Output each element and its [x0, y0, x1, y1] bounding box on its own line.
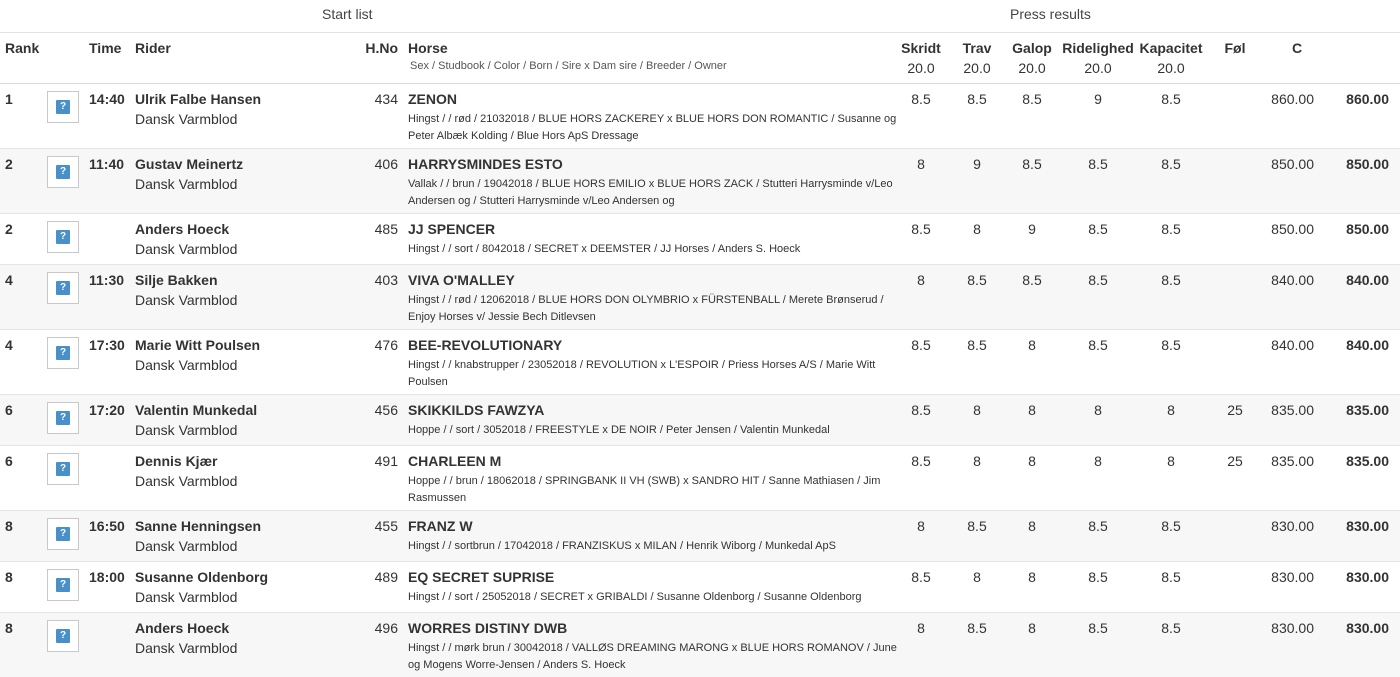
rank-cell: 2: [5, 156, 13, 172]
rider-name[interactable]: Marie Witt Poulsen: [135, 337, 261, 353]
horse-name[interactable]: EQ SECRET SUPRISE: [408, 569, 555, 585]
horse-number: 485: [374, 221, 398, 237]
score-trav: 8.5: [967, 337, 987, 353]
rider-name[interactable]: Valentin Munkedal: [135, 402, 258, 418]
horse-name[interactable]: JJ SPENCER: [408, 221, 496, 237]
info-button[interactable]: [47, 156, 79, 188]
col-header-trav[interactable]: Trav: [962, 40, 992, 56]
score-kapacitet: 8.5: [1161, 518, 1181, 534]
score-ridelighed: 8.5: [1088, 156, 1108, 172]
time-cell: 14:40: [89, 91, 125, 107]
info-button[interactable]: [47, 453, 79, 485]
rider-studbook: Dansk Varmblod: [135, 422, 238, 438]
score-skridt: 8.5: [911, 402, 931, 418]
help-icon: ?: [56, 411, 70, 425]
rider-studbook: Dansk Varmblod: [135, 589, 238, 605]
col-header-fol[interactable]: Føl: [1224, 40, 1246, 56]
score-fol: 25: [1227, 453, 1243, 469]
col-header-kapacitet[interactable]: Kapacitet: [1139, 40, 1203, 56]
horse-number: 456: [374, 402, 398, 418]
rider-studbook: Dansk Varmblod: [135, 111, 238, 127]
score-total: 850.00: [1346, 221, 1389, 237]
horse-name[interactable]: HARRYSMINDES ESTO: [408, 156, 563, 172]
col-header-c[interactable]: C: [1291, 40, 1303, 56]
table-row[interactable]: [0, 395, 1400, 446]
score-total: 840.00: [1346, 337, 1389, 353]
rider-studbook: Dansk Varmblod: [135, 538, 238, 554]
horse-number: 406: [374, 156, 398, 172]
rider-name[interactable]: Dennis Kjær: [135, 453, 218, 469]
help-icon: ?: [56, 165, 70, 179]
score-kapacitet: 8: [1167, 402, 1175, 418]
rank-cell: 4: [5, 337, 13, 353]
score-total: 830.00: [1346, 518, 1389, 534]
help-icon: ?: [56, 462, 70, 476]
score-c: 830.00: [1271, 620, 1314, 636]
horse-name[interactable]: FRANZ W: [408, 518, 473, 534]
horse-number: 455: [374, 518, 398, 534]
score-kapacitet: 8.5: [1161, 272, 1181, 288]
horse-number: 434: [374, 91, 398, 107]
score-trav: 8: [973, 569, 981, 585]
time-cell: 11:40: [89, 156, 125, 172]
score-c: 840.00: [1271, 337, 1314, 353]
score-total: 840.00: [1346, 272, 1389, 288]
score-total: 835.00: [1346, 402, 1389, 418]
score-trav: 8.5: [967, 620, 987, 636]
score-galop: 8.5: [1022, 272, 1042, 288]
score-trav: 9: [973, 156, 981, 172]
rider-name[interactable]: Susanne Oldenborg: [135, 569, 269, 585]
time-cell: 17:20: [89, 402, 125, 418]
score-total: 830.00: [1346, 569, 1389, 585]
rank-cell: 6: [5, 453, 13, 469]
horse-name[interactable]: SKIKKILDS FAWZYA: [408, 402, 545, 418]
horse-details: Hingst / / sort / 8042018 / SECRET x DEEMSTER / JJ Horses / Anders S. Hoeck: [408, 243, 801, 255]
score-ridelighed: 9: [1094, 91, 1102, 107]
rank-cell: 8: [5, 620, 13, 636]
score-galop: 8: [1028, 337, 1036, 353]
table-row[interactable]: [0, 330, 1400, 395]
col-header-hno[interactable]: H.No: [365, 40, 398, 56]
start-list-title: Start list: [322, 6, 373, 22]
rank-cell: 1: [5, 91, 13, 107]
rider-name[interactable]: Gustav Meinertz: [135, 156, 244, 172]
max-kapacitet: 20.0: [1157, 60, 1185, 76]
horse-name[interactable]: ZENON: [408, 91, 457, 107]
horse-details: Hingst / / sortbrun / 17042018 / FRANZISKUS x MILAN / Henrik Wiborg / Munkedal ApS: [408, 540, 836, 552]
horse-name[interactable]: CHARLEEN M: [408, 453, 502, 469]
time-cell: 16:50: [89, 518, 125, 534]
col-header-rank[interactable]: Rank: [5, 40, 40, 56]
table-row[interactable]: [0, 149, 1400, 214]
horse-name[interactable]: BEE-REVOLUTIONARY: [408, 337, 563, 353]
score-c: 830.00: [1271, 569, 1314, 585]
score-ridelighed: 8: [1094, 402, 1102, 418]
score-kapacitet: 8.5: [1161, 156, 1181, 172]
table-row[interactable]: [0, 84, 1400, 149]
press-results-title: Press results: [1010, 6, 1091, 22]
score-c: 850.00: [1271, 221, 1314, 237]
score-trav: 8: [973, 402, 981, 418]
score-c: 830.00: [1271, 518, 1314, 534]
score-galop: 8: [1028, 453, 1036, 469]
score-kapacitet: 8.5: [1161, 221, 1181, 237]
score-skridt: 8.5: [911, 569, 931, 585]
col-header-skridt[interactable]: Skridt: [901, 40, 941, 56]
rank-cell: 4: [5, 272, 13, 288]
table-row[interactable]: [0, 511, 1400, 562]
score-trav: 8: [973, 221, 981, 237]
horse-number: 496: [374, 620, 398, 636]
section-divider: [0, 32, 1400, 33]
info-button[interactable]: [47, 91, 79, 123]
score-c: 835.00: [1271, 402, 1314, 418]
table-row[interactable]: [0, 613, 1400, 677]
score-trav: 8.5: [967, 518, 987, 534]
score-galop: 8: [1028, 518, 1036, 534]
score-galop: 8: [1028, 569, 1036, 585]
score-ridelighed: 8.5: [1088, 221, 1108, 237]
score-skridt: 8: [917, 156, 925, 172]
score-galop: 8: [1028, 620, 1036, 636]
score-ridelighed: 8.5: [1088, 518, 1108, 534]
col-header-horse-subtitle: Sex / Studbook / Color / Born / Sire x Dam sire / Breeder / Owner: [410, 60, 727, 72]
max-galop: 20.0: [1018, 60, 1046, 76]
rank-cell: 2: [5, 221, 13, 237]
score-kapacitet: 8.5: [1161, 569, 1181, 585]
col-header-rider[interactable]: Rider: [135, 40, 171, 56]
horse-number: 403: [374, 272, 398, 288]
help-icon: ?: [56, 578, 70, 592]
score-galop: 8: [1028, 402, 1036, 418]
score-skridt: 8.5: [911, 453, 931, 469]
info-button[interactable]: [47, 402, 79, 434]
rank-cell: 8: [5, 518, 13, 534]
rider-studbook: Dansk Varmblod: [135, 640, 238, 656]
help-icon: ?: [56, 100, 70, 114]
col-header-horse[interactable]: Horse: [408, 40, 448, 56]
score-trav: 8: [973, 453, 981, 469]
info-button[interactable]: [47, 620, 79, 652]
score-ridelighed: 8.5: [1088, 272, 1108, 288]
max-trav: 20.0: [963, 60, 991, 76]
score-c: 850.00: [1271, 156, 1314, 172]
score-fol: 25: [1227, 402, 1243, 418]
rider-name[interactable]: Anders Hoeck: [135, 620, 230, 636]
table-row[interactable]: [0, 265, 1400, 330]
score-kapacitet: 8.5: [1161, 337, 1181, 353]
horse-details: Hingst / / rød / 21032018 / BLUE HORS ZACKEREY x BLUE HORS DON ROMANTIC / Susanne og Peter Albæk Kolding / Blue Hors ApS Dressage: [408, 113, 897, 142]
score-kapacitet: 8: [1167, 453, 1175, 469]
rider-name[interactable]: Anders Hoeck: [135, 221, 230, 237]
col-header-time[interactable]: Time: [89, 40, 122, 56]
score-galop: 8.5: [1022, 91, 1042, 107]
horse-name[interactable]: VIVA O'MALLEY: [408, 272, 515, 288]
score-trav: 8.5: [967, 272, 987, 288]
rank-cell: 8: [5, 569, 13, 585]
score-kapacitet: 8.5: [1161, 620, 1181, 636]
horse-details: Hingst / / sort / 25052018 / SECRET x GRIBALDI / Susanne Oldenborg / Susanne Oldenborg: [408, 591, 862, 603]
info-button[interactable]: [47, 272, 79, 304]
horse-details: Hingst / / rød / 12062018 / BLUE HORS DON OLYMBRIO x FÜRSTENBALL / Merete Brønserud / Enjoy Horses v/ Jessie Bech Ditlevsen: [408, 294, 884, 323]
horse-details: Vallak / / brun / 19042018 / BLUE HORS EMILIO x BLUE HORS ZACK / Stutteri Harrysminde v/Leo Andersen og / Stutteri Harrysminde v/Leo Andersen og: [408, 178, 893, 207]
help-icon: ?: [56, 629, 70, 643]
table-row[interactable]: [0, 214, 1400, 265]
rank-cell: 6: [5, 402, 13, 418]
rider-studbook: Dansk Varmblod: [135, 357, 238, 373]
score-galop: 8.5: [1022, 156, 1042, 172]
info-button[interactable]: [47, 569, 79, 601]
max-ridelighed: 20.0: [1084, 60, 1112, 76]
time-cell: 11:30: [89, 272, 125, 288]
rider-studbook: Dansk Varmblod: [135, 473, 238, 489]
score-trav: 8.5: [967, 91, 987, 107]
col-header-galop[interactable]: Galop: [1012, 40, 1052, 56]
info-button[interactable]: [47, 221, 79, 253]
score-galop: 9: [1028, 221, 1036, 237]
rider-studbook: Dansk Varmblod: [135, 241, 238, 257]
help-icon: ?: [56, 230, 70, 244]
help-icon: ?: [56, 281, 70, 295]
score-total: 850.00: [1346, 156, 1389, 172]
rider-studbook: Dansk Varmblod: [135, 176, 238, 192]
score-ridelighed: 8.5: [1088, 337, 1108, 353]
table-row[interactable]: [0, 446, 1400, 511]
score-total: 830.00: [1346, 620, 1389, 636]
score-c: 860.00: [1271, 91, 1314, 107]
horse-number: 489: [374, 569, 398, 585]
score-skridt: 8.5: [911, 221, 931, 237]
info-button[interactable]: [47, 518, 79, 550]
score-skridt: 8: [917, 272, 925, 288]
col-header-ridelighed[interactable]: Ridelighed: [1062, 40, 1134, 56]
horse-number: 491: [374, 453, 398, 469]
score-ridelighed: 8.5: [1088, 620, 1108, 636]
rider-name[interactable]: Sanne Henningsen: [135, 518, 262, 534]
horse-details: Hingst / / mørk brun / 30042018 / VALLØS DREAMING MARONG x BLUE HORS ROMANOV / June og Mogens Worre-Jensen / Anders S. Hoeck: [408, 642, 897, 671]
max-skridt: 20.0: [907, 60, 935, 76]
score-skridt: 8: [917, 518, 925, 534]
rider-name[interactable]: Ulrik Falbe Hansen: [135, 91, 262, 107]
info-button[interactable]: [47, 337, 79, 369]
score-skridt: 8: [917, 620, 925, 636]
score-kapacitet: 8.5: [1161, 91, 1181, 107]
score-c: 840.00: [1271, 272, 1314, 288]
rider-studbook: Dansk Varmblod: [135, 292, 238, 308]
time-cell: 18:00: [89, 569, 125, 585]
score-ridelighed: 8: [1094, 453, 1102, 469]
score-ridelighed: 8.5: [1088, 569, 1108, 585]
horse-details: Hoppe / / brun / 18062018 / SPRINGBANK II VH (SWB) x SANDRO HIT / Sanne Mathiasen / Jim Rasmussen: [408, 475, 881, 504]
help-icon: ?: [56, 527, 70, 541]
score-skridt: 8.5: [911, 337, 931, 353]
help-icon: ?: [56, 346, 70, 360]
rider-name[interactable]: Silje Bakken: [135, 272, 218, 288]
table-row[interactable]: [0, 562, 1400, 613]
horse-number: 476: [374, 337, 398, 353]
horse-details: Hoppe / / sort / 3052018 / FREESTYLE x DE NOIR / Peter Jensen / Valentin Munkedal: [408, 424, 830, 436]
score-total: 860.00: [1346, 91, 1389, 107]
horse-details: Hingst / / knabstrupper / 23052018 / REVOLUTION x L'ESPOIR / Priess Horses A/S / Marie Witt Poulsen: [408, 359, 876, 388]
score-total: 835.00: [1346, 453, 1389, 469]
time-cell: 17:30: [89, 337, 125, 353]
score-skridt: 8.5: [911, 91, 931, 107]
results-table: [0, 84, 1400, 677]
score-c: 835.00: [1271, 453, 1314, 469]
horse-name[interactable]: WORRES DISTINY DWB: [408, 620, 568, 636]
